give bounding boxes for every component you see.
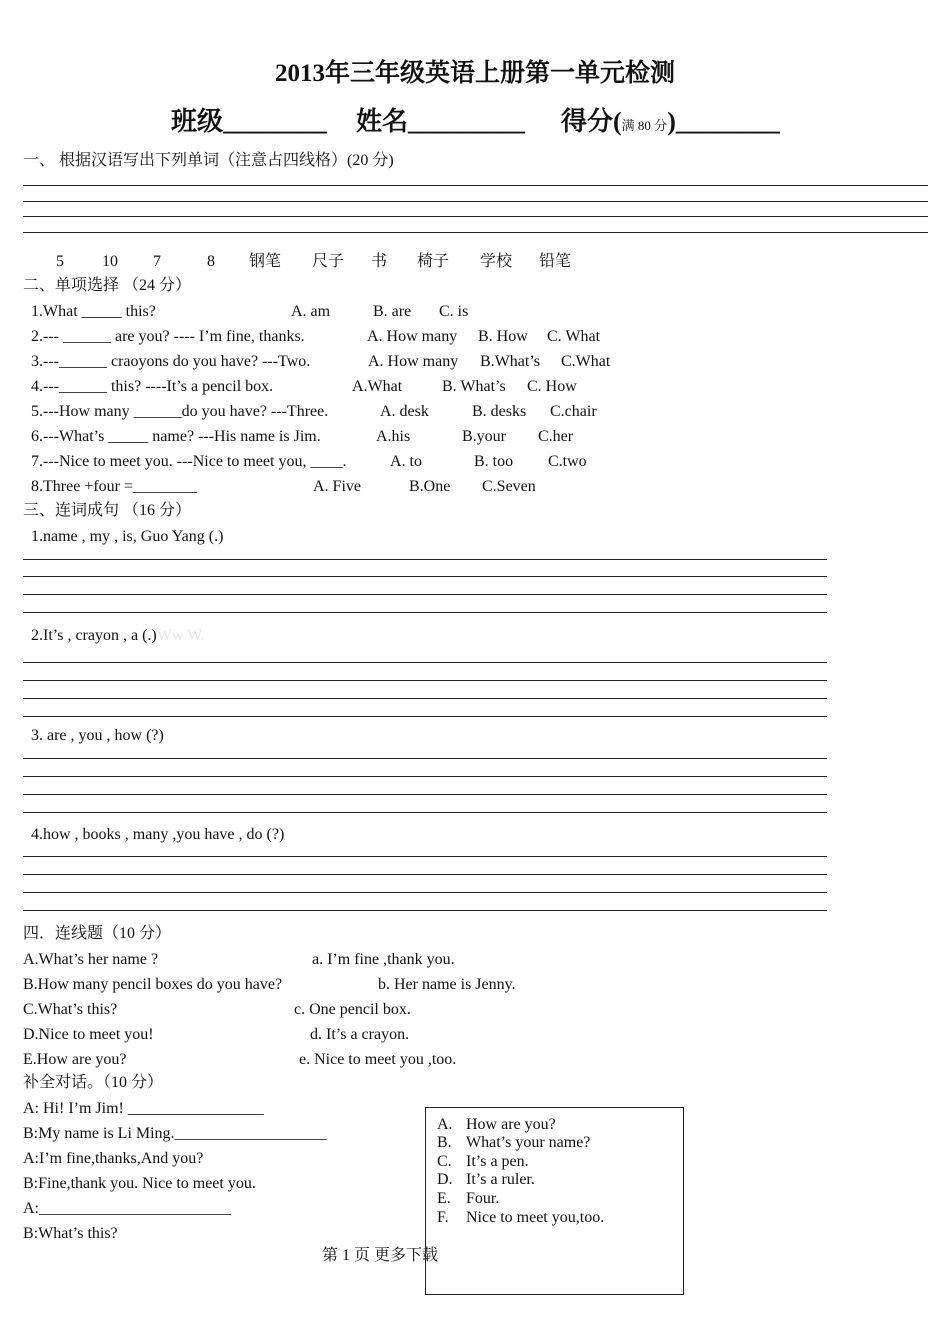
dialog-line: B:My name is Li Ming.___________________ — [23, 1125, 327, 1142]
match-right-item: b. Her name is Jenny. — [378, 976, 516, 993]
writing-line — [23, 776, 827, 777]
option-item — [437, 1208, 604, 1227]
section4-heading: 四．连线题（10 分） — [23, 925, 172, 942]
match-right-item: e. Nice to meet you ,too. — [299, 1051, 457, 1068]
writing-line — [23, 576, 827, 577]
section5-heading: 补全对话。（10 分） — [23, 1074, 164, 1091]
option-item — [437, 1189, 499, 1208]
writing-line — [23, 812, 827, 813]
option-text: What’s your name? — [466, 1134, 591, 1151]
sentence-item: 3. are , you , how (?) — [31, 727, 164, 744]
question-stem: 7.---Nice to meet you. ---Nice to meet you, ____. — [31, 453, 347, 470]
section3-heading: 三、连词成句 （16 分） — [23, 502, 192, 519]
option-letter: C. — [437, 1153, 452, 1170]
option-item — [437, 1133, 590, 1152]
question-stem: 4.---______ this? ----It’s a pencil box. — [31, 378, 274, 395]
option-c: C.Seven — [482, 478, 536, 495]
dialog-line: B:What’s this? — [23, 1225, 118, 1242]
option-c: C. is — [439, 303, 469, 320]
match-left-item: A.What’s her name ? — [23, 951, 159, 968]
option-c: C. What — [547, 328, 601, 345]
word-item: 铅笔 — [539, 253, 572, 270]
option-letter: B. — [437, 1134, 452, 1151]
option-b: B.your — [462, 428, 506, 445]
option-c: C.two — [548, 453, 587, 470]
option-letter: E. — [437, 1190, 451, 1207]
writing-line — [23, 612, 827, 613]
writing-line — [23, 594, 827, 595]
word-item: 学校 — [480, 253, 513, 270]
option-c: C.her — [538, 428, 574, 445]
sentence-text: 2.It’s , crayon , a (.) — [31, 627, 157, 644]
options-box — [425, 1107, 684, 1295]
option-b: B.What’s — [480, 353, 540, 370]
writing-line — [23, 559, 827, 560]
word-item: 尺子 — [312, 253, 345, 270]
score-label: 得分( — [561, 107, 622, 136]
option-text: Four. — [466, 1190, 500, 1207]
writing-line — [23, 892, 827, 893]
option-c: C. How — [527, 378, 577, 395]
page-footer: 第 1 页 更多下载 — [322, 1247, 439, 1264]
section2-heading: 二、单项选择 （24 分） — [23, 277, 192, 294]
question-stem: 6.---What’s _____ name? ---His name is Jim. — [31, 428, 321, 445]
question-stem: 5.---How many ______do you have? ---Three. — [31, 403, 329, 420]
option-a: A. How many — [367, 328, 458, 345]
sentence-item — [31, 626, 205, 646]
section1-heading: 一、 根据汉语写出下列单词（注意占四线格）(20 分) — [23, 152, 394, 169]
match-right-item: d. It’s a crayon. — [310, 1026, 410, 1043]
writing-line — [23, 874, 827, 875]
dialog-line: A:________________________ — [23, 1200, 231, 1217]
option-b: B. What’s — [442, 378, 506, 395]
option-b: B. too — [474, 453, 514, 470]
word-item: 钢笔 — [249, 253, 282, 270]
option-a: A.his — [376, 428, 411, 445]
dialog-line: A:I’m fine,thanks,And you? — [23, 1150, 204, 1167]
option-letter: A. — [437, 1116, 453, 1133]
option-c: C.What — [561, 353, 611, 370]
question-stem: 8.Three +four =________ — [31, 478, 198, 495]
option-a: A. desk — [380, 403, 429, 420]
option-item — [437, 1152, 529, 1171]
score-note: 满 80 分 — [621, 118, 668, 133]
option-item — [437, 1115, 556, 1134]
writing-line — [23, 856, 827, 857]
option-a: A. How many — [368, 353, 459, 370]
writing-line — [23, 662, 827, 663]
match-left-item: B.How many pencil boxes do you have? — [23, 976, 283, 993]
option-a: A. am — [291, 303, 331, 320]
writing-line — [23, 716, 827, 717]
option-a: A. Five — [313, 478, 361, 495]
sentence-item: 4.how , books , many ,you have , do (?) — [31, 826, 285, 843]
word-item: 5 — [56, 253, 64, 270]
writing-line — [23, 680, 827, 681]
writing-line — [23, 232, 928, 233]
writing-line — [23, 201, 928, 202]
match-right-item: c. One pencil box. — [294, 1001, 411, 1018]
option-letter: D. — [437, 1171, 453, 1188]
class-field: 班级________ — [171, 107, 328, 136]
option-text: It’s a pen. — [466, 1153, 529, 1170]
question-stem: 2.--- ______ are you? ---- I’m fine, thanks. — [31, 328, 305, 345]
option-letter: F. — [437, 1209, 449, 1226]
word-item: 书 — [371, 253, 388, 270]
watermark: Ww W. — [156, 627, 205, 644]
match-right-item: a. I’m fine ,thank you. — [312, 951, 455, 968]
writing-line — [23, 216, 928, 217]
score-blank: )________ — [667, 107, 780, 136]
name-field: 姓名_________ — [356, 107, 526, 136]
sentence-item: 1.name , my , is, Guo Yang (.) — [31, 528, 224, 545]
writing-line — [23, 185, 928, 186]
option-b: B. How — [478, 328, 528, 345]
option-a: A. to — [390, 453, 422, 470]
writing-line — [23, 794, 827, 795]
match-left-item: C.What’s this? — [23, 1001, 118, 1018]
option-b: B.One — [409, 478, 451, 495]
option-text: Nice to meet you,too. — [466, 1209, 605, 1226]
option-text: How are you? — [466, 1116, 556, 1133]
dialog-line: A: Hi! I’m Jim! _________________ — [23, 1100, 264, 1117]
word-item: 10 — [102, 253, 118, 270]
writing-line — [23, 698, 827, 699]
score-field — [561, 105, 780, 143]
option-b: B. are — [373, 303, 412, 320]
page-title: 2013年三年级英语上册第一单元检测 — [274, 60, 675, 87]
option-c: C.chair — [550, 403, 597, 420]
writing-line — [23, 758, 827, 759]
question-stem: 3.---______ craoyons do you have? ---Two. — [31, 353, 311, 370]
word-item: 椅子 — [417, 253, 450, 270]
question-stem: 1.What _____ this? — [31, 303, 156, 320]
match-left-item: D.Nice to meet you! — [23, 1026, 154, 1043]
option-text: It’s a ruler. — [466, 1171, 535, 1188]
option-a: A.What — [352, 378, 403, 395]
dialog-line: B:Fine,thank you. Nice to meet you. — [23, 1175, 256, 1192]
option-item — [437, 1170, 535, 1189]
option-b: B. desks — [472, 403, 527, 420]
match-left-item: E.How are you? — [23, 1051, 127, 1068]
writing-line — [23, 910, 827, 911]
word-item: 8 — [207, 253, 215, 270]
word-item: 7 — [153, 253, 161, 270]
